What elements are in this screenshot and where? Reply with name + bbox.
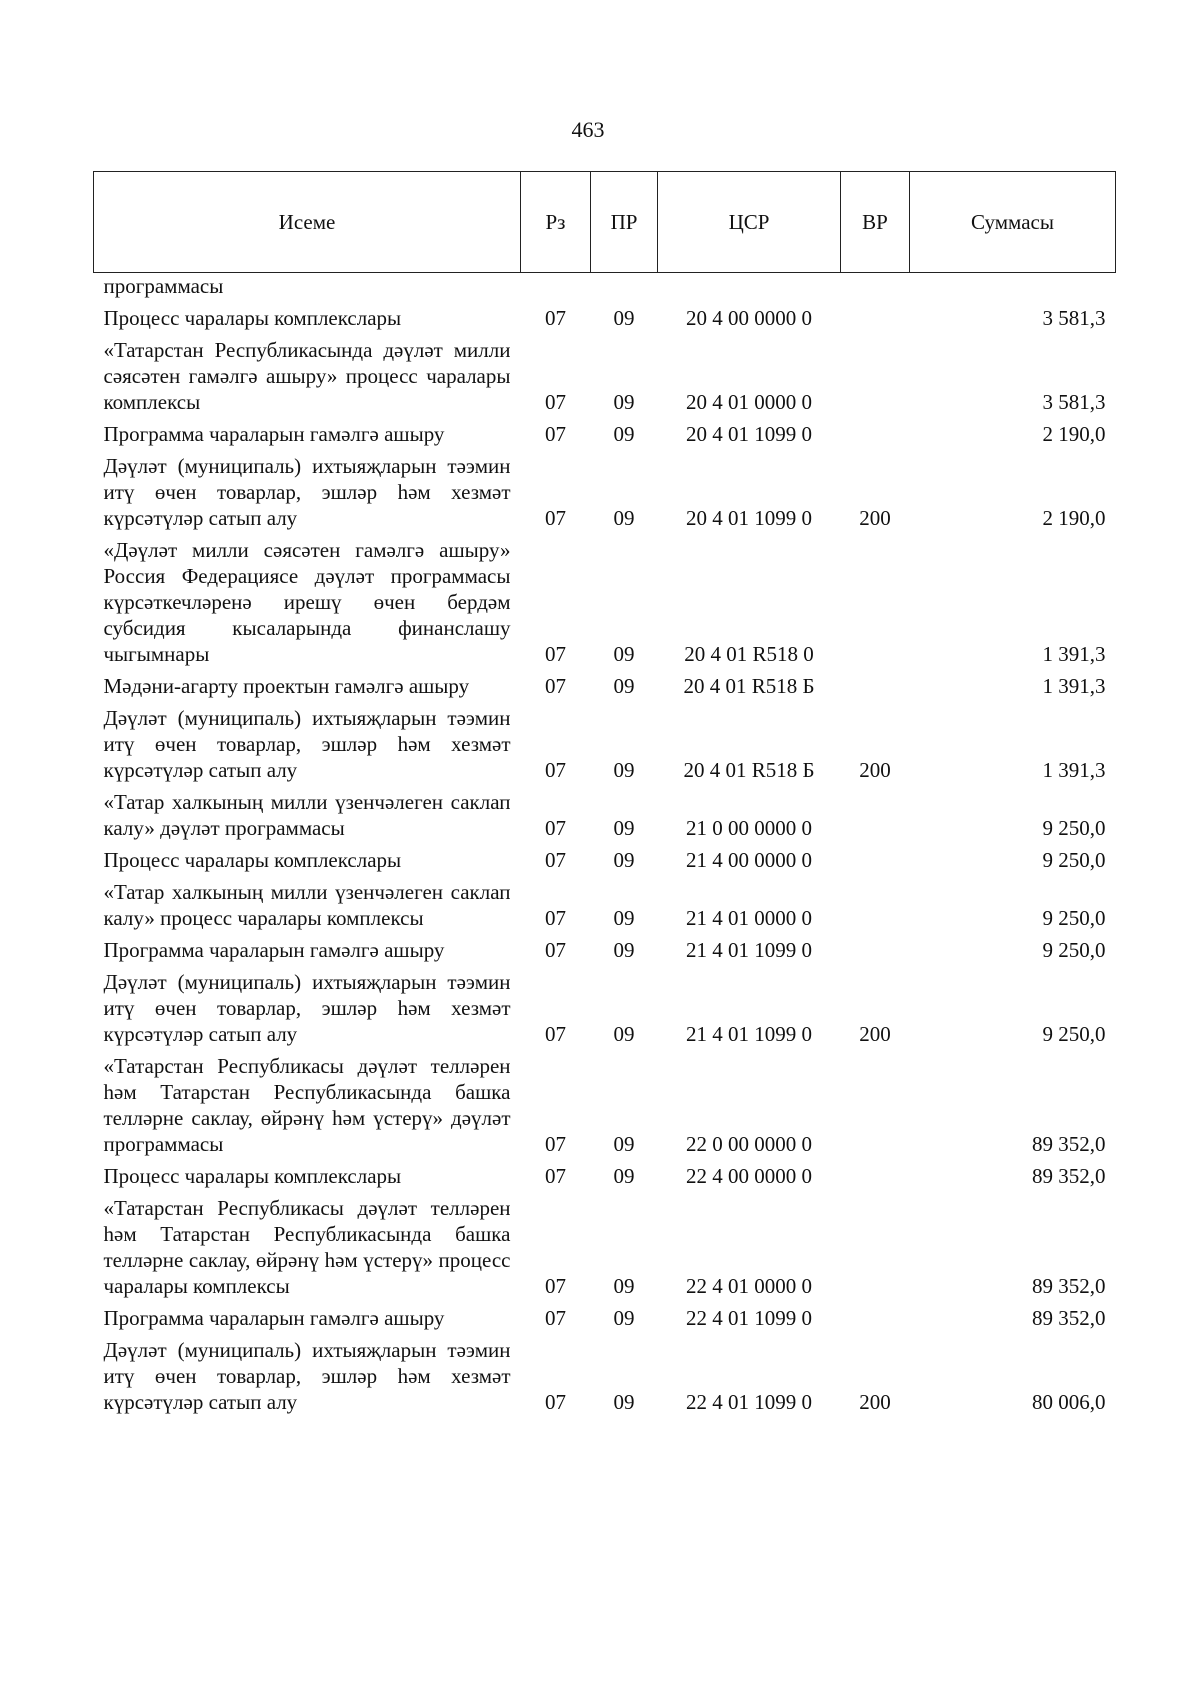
row-csr: 20 4 01 1099 0 (686, 422, 812, 446)
row-vr (841, 843, 910, 875)
row-sum: 89 352,0 (1032, 1274, 1106, 1298)
row-name: «Татар халкының милли үзенчәлеген саклап калу» дәүләт программасы (103, 790, 511, 840)
row-vr (841, 301, 910, 333)
row-vr (841, 1049, 910, 1159)
row-name: Процесс чаралары комплекслары (103, 1164, 402, 1188)
row-sum: 89 352,0 (1032, 1306, 1106, 1330)
row-pr: 09 (613, 1390, 635, 1414)
row-pr (591, 273, 658, 302)
row-vr: 200 (859, 506, 891, 530)
row-name: «Татарстан Республикасы дәүләт телләрен һәм Татарстан Республикасында башка телләрне саклау, өйрәнү һәм үстерү» процесс чаралары комплексы (103, 1196, 511, 1298)
row-rz: 07 (545, 306, 566, 330)
row-rz: 07 (545, 1306, 566, 1330)
row-sum: 89 352,0 (1032, 1132, 1106, 1156)
row-csr: 21 0 00 0000 0 (686, 816, 812, 840)
row-sum: 9 250,0 (1042, 816, 1106, 840)
table-row (94, 1333, 1116, 1417)
row-rz: 07 (545, 758, 566, 782)
table-row (94, 785, 1116, 843)
row-csr: 20 4 01 R518 Б (683, 758, 815, 782)
row-pr: 09 (613, 306, 635, 330)
row-rz: 07 (545, 422, 566, 446)
row-csr: 22 4 01 1099 0 (686, 1390, 812, 1414)
row-rz: 07 (545, 390, 566, 414)
row-rz: 07 (545, 674, 566, 698)
budget-table (93, 171, 1116, 1417)
row-vr: 200 (859, 758, 891, 782)
table-row (94, 333, 1116, 417)
row-vr (841, 417, 910, 449)
table-row (94, 875, 1116, 933)
table-row (94, 933, 1116, 965)
row-vr: 200 (859, 1390, 891, 1414)
row-rz: 07 (545, 938, 566, 962)
row-pr: 09 (613, 674, 635, 698)
row-pr: 09 (613, 506, 635, 530)
row-pr: 09 (613, 816, 635, 840)
row-sum: 3 581,3 (1042, 306, 1106, 330)
row-sum: 80 006,0 (1032, 1390, 1106, 1414)
row-csr: 20 4 01 0000 0 (686, 390, 812, 414)
row-pr: 09 (613, 1306, 635, 1330)
header-name: Исеме (94, 172, 521, 273)
row-sum: 9 250,0 (1042, 906, 1106, 930)
row-rz: 07 (545, 1132, 566, 1156)
row-rz: 07 (545, 816, 566, 840)
row-vr (841, 333, 910, 417)
table-header (94, 172, 1116, 273)
row-name: программасы (103, 274, 224, 298)
row-pr: 09 (613, 390, 635, 414)
row-name: Программа чараларын гамәлгә ашыру (103, 1306, 445, 1330)
row-sum (910, 273, 1116, 302)
row-vr: 200 (859, 1022, 891, 1046)
row-name: «Татар халкының милли үзенчәлеген саклап калу» процесс чаралары комплексы (103, 880, 511, 930)
row-name: «Татарстан Республикасында дәүләт милли сәясәтен гамәлгә ашыру» процесс чаралары комплексы (103, 338, 511, 414)
row-sum: 1 391,3 (1042, 642, 1106, 666)
table-row (94, 843, 1116, 875)
table-body (94, 273, 1116, 1418)
row-sum: 3 581,3 (1042, 390, 1106, 414)
row-sum: 9 250,0 (1042, 938, 1106, 962)
row-vr (841, 273, 910, 302)
row-sum: 9 250,0 (1042, 1022, 1106, 1046)
row-rz: 07 (545, 1390, 566, 1414)
row-name: Мәдәни-агарту проектын гамәлгә ашыру (103, 674, 470, 698)
row-sum: 89 352,0 (1032, 1164, 1106, 1188)
row-sum: 2 190,0 (1042, 422, 1106, 446)
row-csr: 22 4 01 0000 0 (686, 1274, 812, 1298)
row-pr: 09 (613, 642, 635, 666)
table-row (94, 1049, 1116, 1159)
row-name: Дәүләт (муниципаль) ихтыяҗларын тәэмин итү өчен товарлар, эшләр һәм хезмәт күрсәтүләр сатып алу (103, 1338, 511, 1414)
row-pr: 09 (613, 1132, 635, 1156)
table-row (94, 1301, 1116, 1333)
row-csr: 21 4 01 1099 0 (686, 938, 812, 962)
row-rz: 07 (545, 848, 566, 872)
row-vr (841, 785, 910, 843)
table-row (94, 533, 1116, 669)
row-pr: 09 (613, 906, 635, 930)
table-row (94, 669, 1116, 701)
row-pr: 09 (613, 758, 635, 782)
row-vr (841, 875, 910, 933)
row-name: Дәүләт (муниципаль) ихтыяҗларын тәэмин итү өчен товарлар, эшләр һәм хезмәт күрсәтүләр сатып алу (103, 970, 511, 1046)
table-row (94, 965, 1116, 1049)
page-number: 463 (571, 117, 605, 142)
row-csr (658, 273, 841, 302)
row-rz: 07 (545, 1274, 566, 1298)
row-pr: 09 (613, 1164, 635, 1188)
table-row (94, 301, 1116, 333)
row-name: Дәүләт (муниципаль) ихтыяҗларын тәэмин итү өчен товарлар, эшләр һәм хезмәт күрсәтүләр сатып алу (103, 706, 511, 782)
row-csr: 20 4 01 R518 0 (684, 642, 814, 666)
row-csr: 22 4 00 0000 0 (686, 1164, 812, 1188)
row-pr: 09 (613, 422, 635, 446)
table-row (94, 701, 1116, 785)
row-vr (841, 533, 910, 669)
header-vr: ВР (841, 172, 910, 273)
row-pr: 09 (613, 938, 635, 962)
row-rz: 07 (545, 506, 566, 530)
row-csr: 22 0 00 0000 0 (686, 1132, 812, 1156)
row-name: Процесс чаралары комплекслары (103, 306, 402, 330)
table-row (94, 449, 1116, 533)
row-sum: 9 250,0 (1042, 848, 1106, 872)
row-pr: 09 (613, 1022, 635, 1046)
row-rz (521, 273, 591, 302)
row-name: Дәүләт (муниципаль) ихтыяҗларын тәэмин итү өчен товарлар, эшләр һәм хезмәт күрсәтүләр сатып алу (103, 454, 511, 530)
row-csr: 21 4 00 0000 0 (686, 848, 812, 872)
table-row (94, 1191, 1116, 1301)
row-csr: 22 4 01 1099 0 (686, 1306, 812, 1330)
row-vr (841, 933, 910, 965)
header-rz: Рз (521, 172, 591, 273)
row-sum: 1 391,3 (1042, 674, 1106, 698)
row-rz: 07 (545, 1164, 566, 1188)
row-csr: 20 4 01 R518 Б (683, 674, 815, 698)
header-csr: ЦСР (658, 172, 841, 273)
row-pr: 09 (613, 1274, 635, 1298)
row-name: Программа чараларын гамәлгә ашыру (103, 422, 445, 446)
header-sum: Суммасы (910, 172, 1116, 273)
row-name: Процесс чаралары комплекслары (103, 848, 402, 872)
table-row (94, 1159, 1116, 1191)
row-name: «Татарстан Республикасы дәүләт телләрен һәм Татарстан Республикасында башка телләрне саклау, өйрәнү һәм үстерү» дәүләт программасы (103, 1054, 511, 1156)
row-csr: 20 4 00 0000 0 (686, 306, 812, 330)
row-pr: 09 (613, 848, 635, 872)
row-csr: 21 4 01 0000 0 (686, 906, 812, 930)
row-vr (841, 1191, 910, 1301)
row-rz: 07 (545, 1022, 566, 1046)
row-csr: 21 4 01 1099 0 (686, 1022, 812, 1046)
row-name: Программа чараларын гамәлгә ашыру (103, 938, 445, 962)
row-sum: 2 190,0 (1042, 506, 1106, 530)
row-vr (841, 1301, 910, 1333)
row-vr (841, 669, 910, 701)
header-pr: ПР (591, 172, 658, 273)
row-csr: 20 4 01 1099 0 (686, 506, 812, 530)
row-rz: 07 (545, 642, 566, 666)
row-name: «Дәүләт милли сәясәтен гамәлгә ашыру» Россия Федерациясе дәүләт программасы күрсәткечләренә ирешү өчен бердәм субсидия кысаларында финанслашу чыгымнары (103, 538, 511, 666)
table-row (94, 273, 1116, 302)
row-sum: 1 391,3 (1042, 758, 1106, 782)
row-rz: 07 (545, 906, 566, 930)
row-vr (841, 1159, 910, 1191)
table-row (94, 417, 1116, 449)
